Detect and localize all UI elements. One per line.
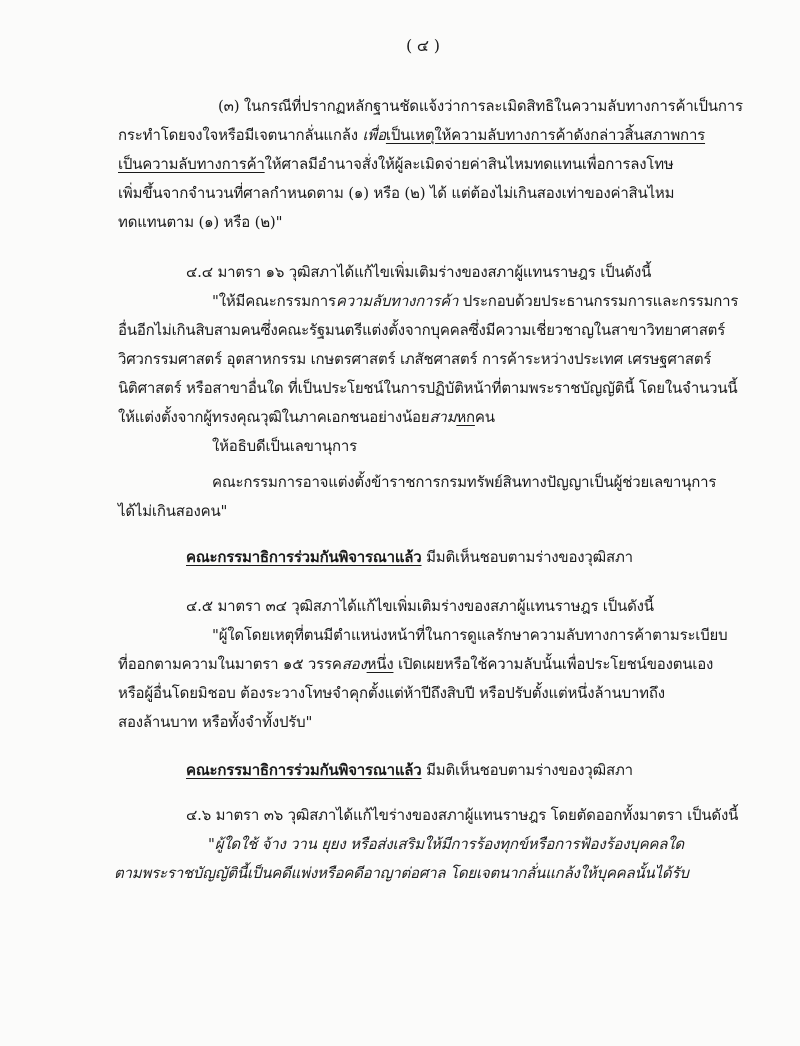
s45-deleted-text: สอง	[341, 655, 367, 673]
s44-line-8: ได้ไม่เกินสองคน"	[118, 502, 228, 520]
s44-line-2: อื่นอีกไม่เกินสิบสามคนซึ่งคณะรัฐมนตรีแต่งตั้งจากบุคคลซึ่งมีความเชี่ยวชาญในสาขาวิทยาศาสตร์	[118, 321, 726, 339]
s45-line-3: หรือผู้อื่นโดยมิชอบ ต้องระวางโทษจำคุกตั้งแต่ห้าปีถึงสิบปี หรือปรับตั้งแต่หนึ่งล้านบาทถึง	[118, 684, 665, 702]
committee-note-2	[186, 760, 633, 780]
p3-line-3-text: ให้ศาลมีอำนาจสั่งให้ผู้ละเมิดจ่ายค่าสินไหมทดแทนเพื่อการลงโทษ	[264, 155, 674, 173]
s44-line-5	[118, 407, 495, 427]
s44-line-7: คณะกรรมการอาจแต่งตั้งข้าราชการกรมทรัพย์สินทางปัญญาเป็นผู้ช่วยเลขานุการ	[212, 473, 717, 491]
s44-line-5-a: ให้แต่งตั้งจากผู้ทรงคุณวุฒิในภาคเอกชนอย่างน้อย	[118, 408, 430, 426]
committee-label: คณะกรรมาธิการร่วมกันพิจารณาแล้ว	[186, 761, 422, 779]
s44-line-3: วิศวกรรมศาสตร์ อุตสาหกรรม เกษตรศาสตร์ เภสัชศาสตร์ การค้าระหว่างประเทศ เศรษฐศาสตร์	[118, 350, 712, 368]
s44-deleted-text: ความลับทางการค้า	[335, 292, 459, 310]
s44-inserted-number: หก	[456, 408, 475, 426]
p3-line-4: เพิ่มขึ้นจากจำนวนที่ศาลกำหนดตาม (๑) หรือ (๒) ได้ แต่ต้องไม่เกินสองเท่าของค่าสินไหม	[118, 184, 675, 202]
p3-inserted-text-2: เป็นความลับทางการค้า	[118, 155, 265, 173]
s44-line-5-b: คน	[474, 408, 495, 426]
committee-label: คณะกรรมาธิการร่วมกันพิจารณาแล้ว	[186, 548, 422, 566]
p3-line-5: ทดแทนตาม (๑) หรือ (๒)"	[118, 213, 283, 231]
p3-line-1: (๓) ในกรณีที่ปรากฏหลักฐานชัดแจ้งว่าการละเมิดสิทธิในความลับทางการค้าเป็นการ	[218, 97, 743, 115]
committee-resolution: มีมติเห็นชอบตามร่างของวุฒิสภา	[421, 761, 633, 779]
committee-resolution: มีมติเห็นชอบตามร่างของวุฒิสภา	[421, 548, 633, 566]
section-4-6-heading: ๔.๖ มาตรา ๓๖ วุฒิสภาได้แก้ไขร่างของสภาผู้แทนราษฎร โดยตัดออกทั้งมาตรา เป็นดังนี้	[186, 806, 739, 824]
s44-line-1-b: ประกอบด้วยประธานกรรมการและกรรมการ	[458, 292, 739, 310]
s45-line-1: "ผู้ใดโดยเหตุที่ตนมีตำแหน่งหน้าที่ในการดูแลรักษาความลับทางการค้าตามระเบียบ	[212, 626, 728, 644]
s45-line-2-b: เปิดเผยหรือใช้ความลับนั้นเพื่อประโยชน์ของตนเอง	[393, 655, 714, 673]
s44-line-1	[212, 291, 738, 311]
p3-deleted-text: เพื่อ	[362, 126, 386, 144]
s45-line-4: สองล้านบาท หรือทั้งจำทั้งปรับ"	[118, 713, 313, 731]
s45-line-2-a: ที่ออกตามความในมาตรา ๑๕ วรรค	[118, 655, 342, 673]
section-4-5-heading: ๔.๕ มาตรา ๓๔ วุฒิสภาได้แก้ไขเพิ่มเติมร่างของสภาผู้แทนราษฎร เป็นดังนี้	[186, 597, 654, 615]
committee-note-1	[186, 547, 633, 567]
section-4-4-heading: ๔.๔ มาตรา ๑๖ วุฒิสภาได้แก้ไขเพิ่มเติมร่างของสภาผู้แทนราษฎร เป็นดังนี้	[186, 263, 652, 281]
s45-inserted-text: หนึ่ง	[366, 655, 394, 673]
p3-line-2-text: กระทำโดยจงใจหรือมีเจตนากลั่นแกล้ง	[118, 126, 363, 144]
p3-line-3	[118, 154, 674, 174]
page-number: ( ๔ )	[406, 36, 440, 55]
s46-deleted-line-1: "ผู้ใดใช้ จ้าง วาน ยุยง หรือส่งเสริมให้มีการร้องทุกข์หรือการฟ้องร้องบุคคลใด	[208, 835, 684, 853]
s45-line-2	[118, 654, 713, 674]
p3-inserted-text: เป็นเหตุให้ความลับทางการค้าดังกล่าวสิ้นสภาพการ	[385, 126, 706, 144]
s44-line-1-a: "ให้มีคณะกรรมการ	[212, 292, 336, 310]
s44-line-4: นิติศาสตร์ หรือสาขาอื่นใด ที่เป็นประโยชน์ในการปฏิบัติหน้าที่ตามพระราชบัญญัตินี้ โดยในจำนวนนี้	[118, 379, 738, 397]
p3-line-2	[118, 125, 705, 145]
s46-deleted-line-2: ตามพระราชบัญญัตินี้เป็นคดีแพ่งหรือคดีอาญาต่อศาล โดยเจตนากลั่นแกล้งให้บุคคลนั้นได้รับ	[114, 864, 689, 882]
s44-deleted-number: สาม	[429, 408, 457, 426]
s44-line-6: ให้อธิบดีเป็นเลขานุการ	[212, 437, 357, 455]
